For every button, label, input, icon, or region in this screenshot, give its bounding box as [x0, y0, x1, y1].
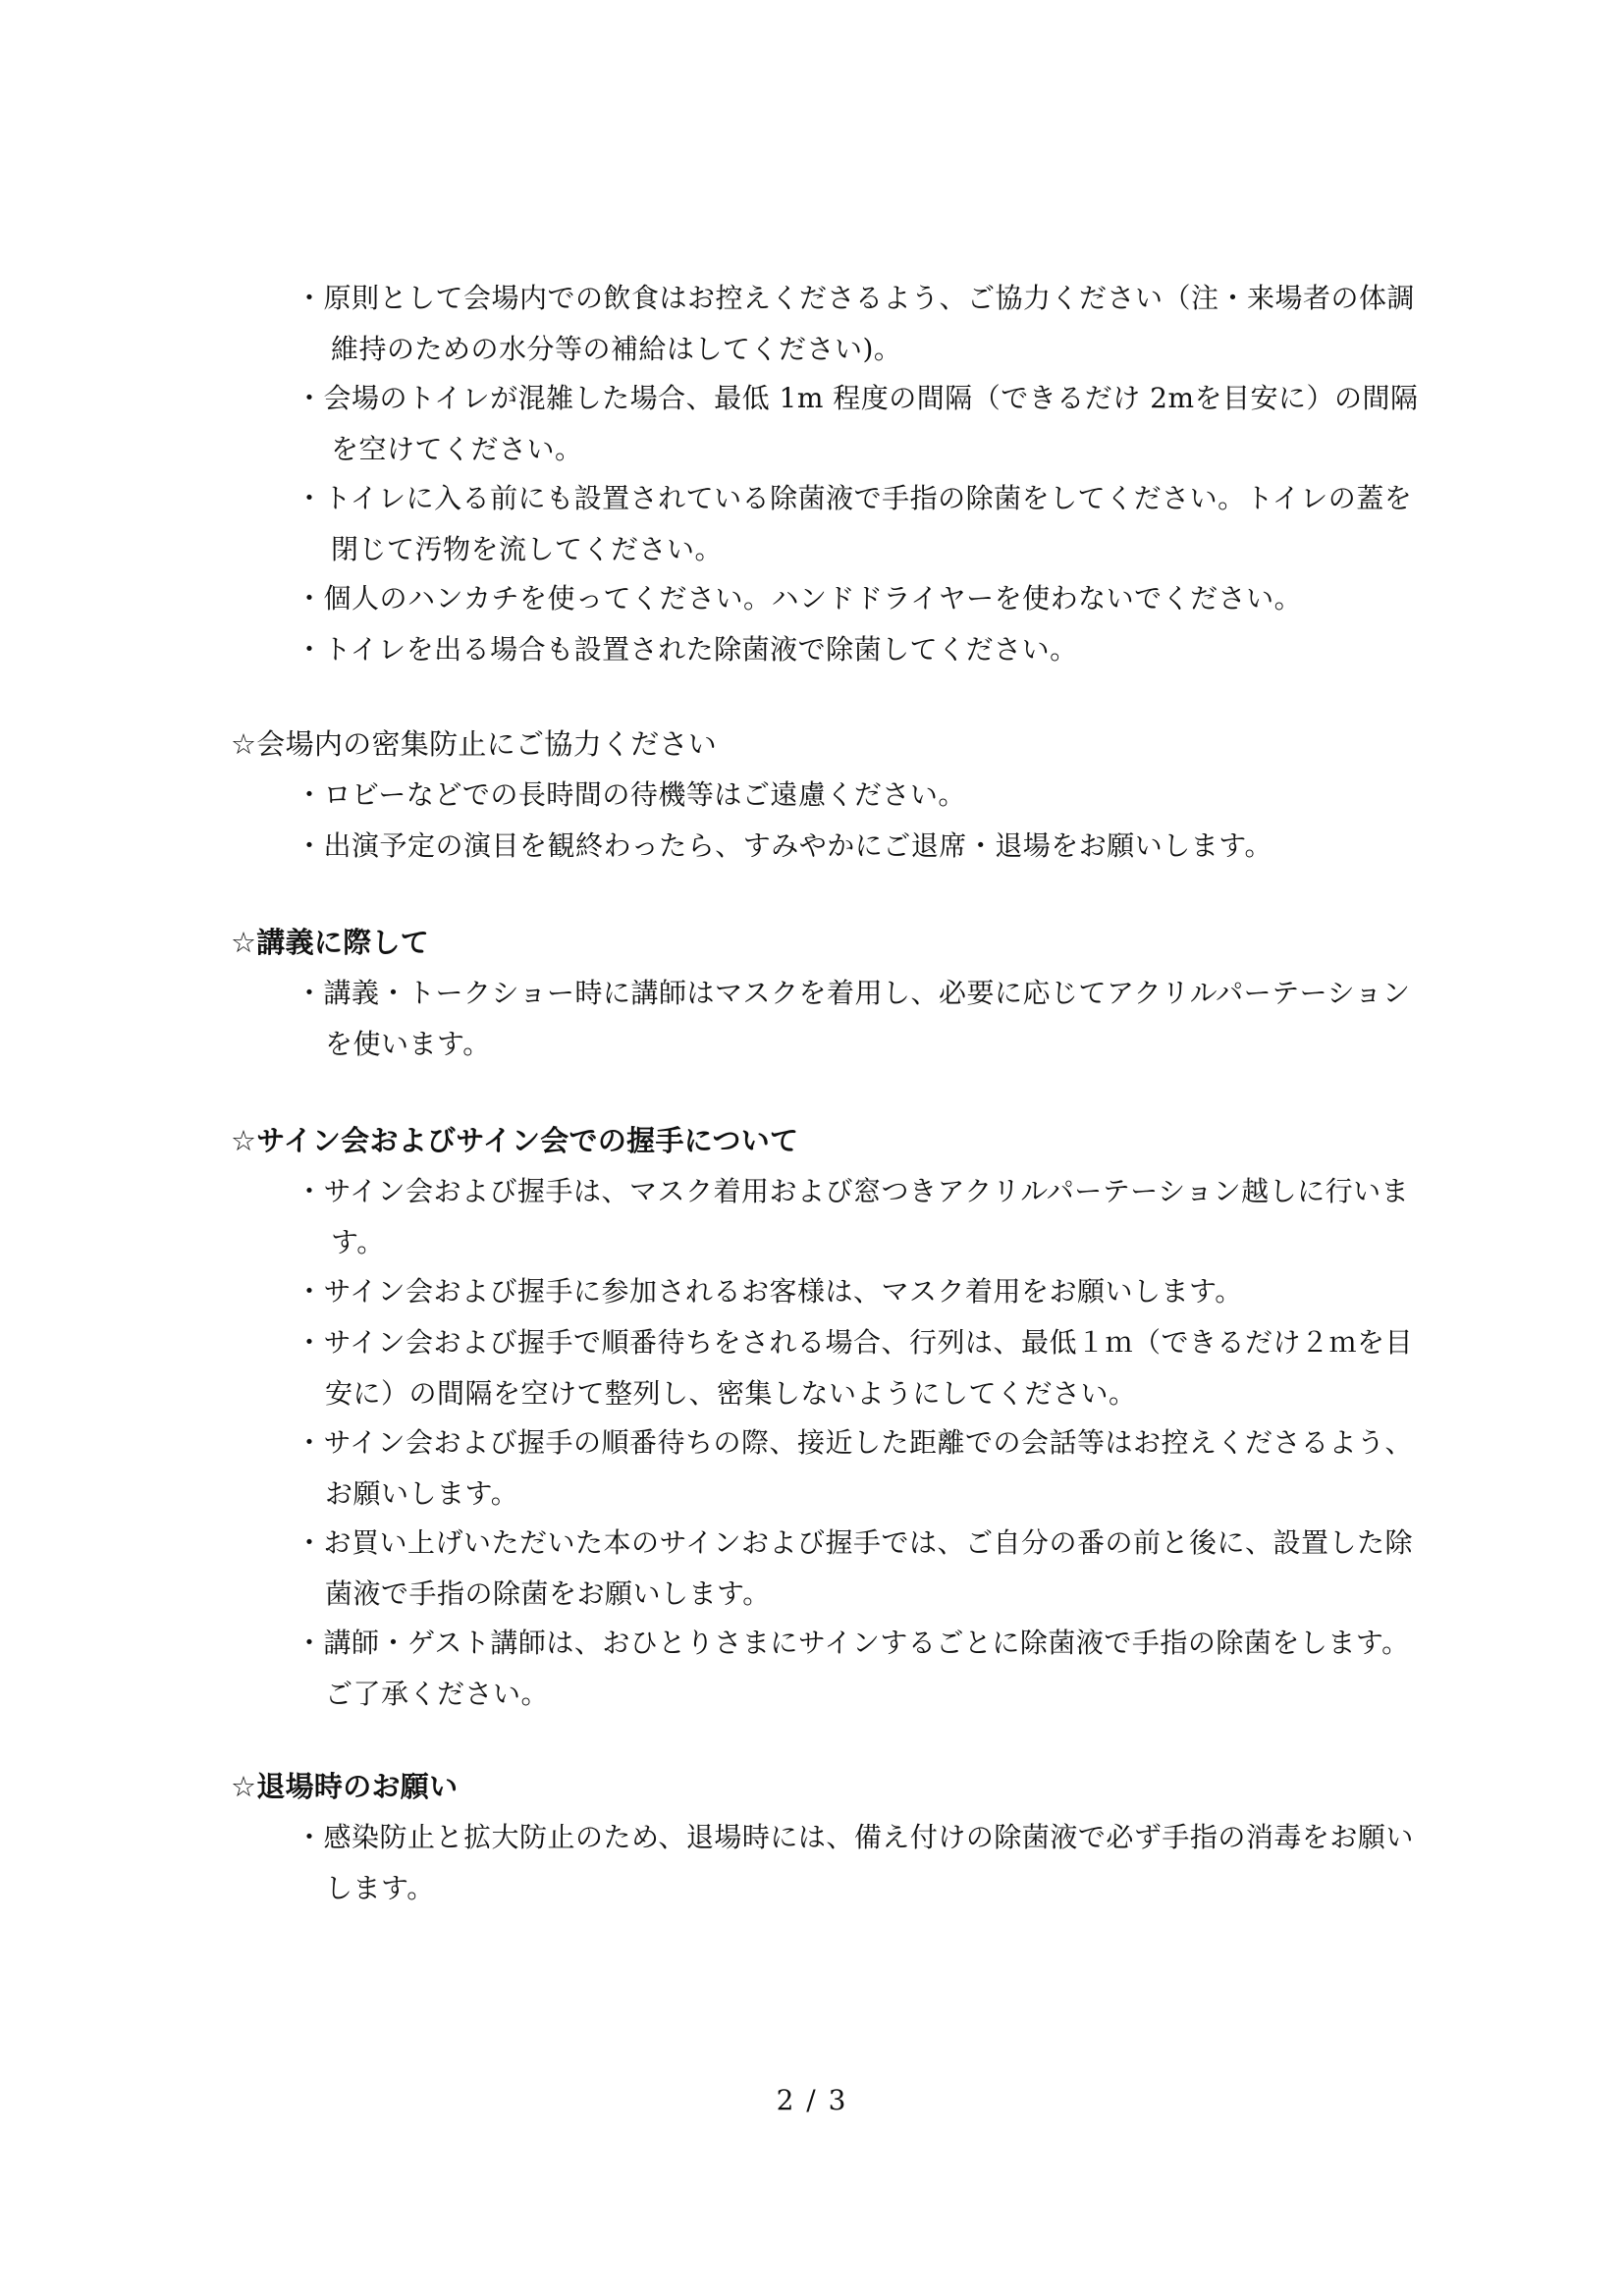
list-item: ・出演予定の演目を観終わったら、すみやかにご退席・退場をお願いします。 [296, 829, 1272, 862]
list-item: ・個人のハンカチを使ってください。ハンドドライヤーを使わないでください。 [296, 582, 1303, 614]
list-item: ・講義・トークショー時に講師はマスクを着用し、必要に応じてアクリルパーテーションを使います。 [296, 977, 1411, 1060]
section-heading: ☆講義に際して [231, 926, 430, 959]
list-item: ・講師・ゲスト講師は、おひとりさまにサインするごとに除菌液で手指の除菌をします。ご了承ください。 [296, 1627, 1410, 1710]
list-item: ・感染防止と拡大防止のため、退場時には、備え付けの除菌液で必ず手指の消毒をお願いします。 [296, 1821, 1414, 1904]
section-heading: ☆サイン会およびサイン会での握手について [231, 1124, 799, 1157]
list-item: ・トイレに入る前にも設置されている除菌液で手指の除菌をしてください。トイレの蓋を閉じて汚物を流してください。 [296, 482, 1413, 565]
list-item: ・お買い上げいただいた本のサインおよび握手では、ご自分の番の前と後に、設置した除菌液で手指の除菌をお願いします。 [296, 1526, 1414, 1610]
list-item: ・サイン会および握手に参加されるお客様は、マスク着用をお願いします。 [296, 1275, 1243, 1308]
list-item: ・サイン会および握手は、マスク着用および窓つきアクリルパーテーション越しに行います。 [296, 1175, 1410, 1258]
list-item: ・原則として会場内での飲食はお控えくださるよう、ご協力ください（注・来場者の体調維持のための水分等の補給はしてください)。 [296, 282, 1416, 365]
page-number: 2 / 3 [776, 2084, 848, 2116]
list-item: ・ロビーなどでの長時間の待機等はご遠慮ください。 [296, 778, 966, 811]
list-item: ・トイレを出る場合も設置された除菌液で除菌してください。 [296, 633, 1078, 666]
list-item: ・会場のトイレが混雑した場合、最低 1m 程度の間隔（できるだけ 2mを目安に）の間隔を空けてください。 [296, 382, 1419, 465]
section-heading: ☆会場内の密集防止にご協力ください [231, 727, 718, 761]
list-item: ・サイン会および握手の順番待ちの際、接近した距離での会話等はお控えくださるよう、お願いします。 [296, 1426, 1414, 1510]
section-heading: ☆退場時のお願い [231, 1770, 459, 1803]
list-item: ・サイン会および握手で順番待ちをされる場合、行列は、最低１ｍ（できるだけ２ｍを目安に）の間隔を空けて整列し、密集しないようにしてください。 [296, 1326, 1414, 1410]
